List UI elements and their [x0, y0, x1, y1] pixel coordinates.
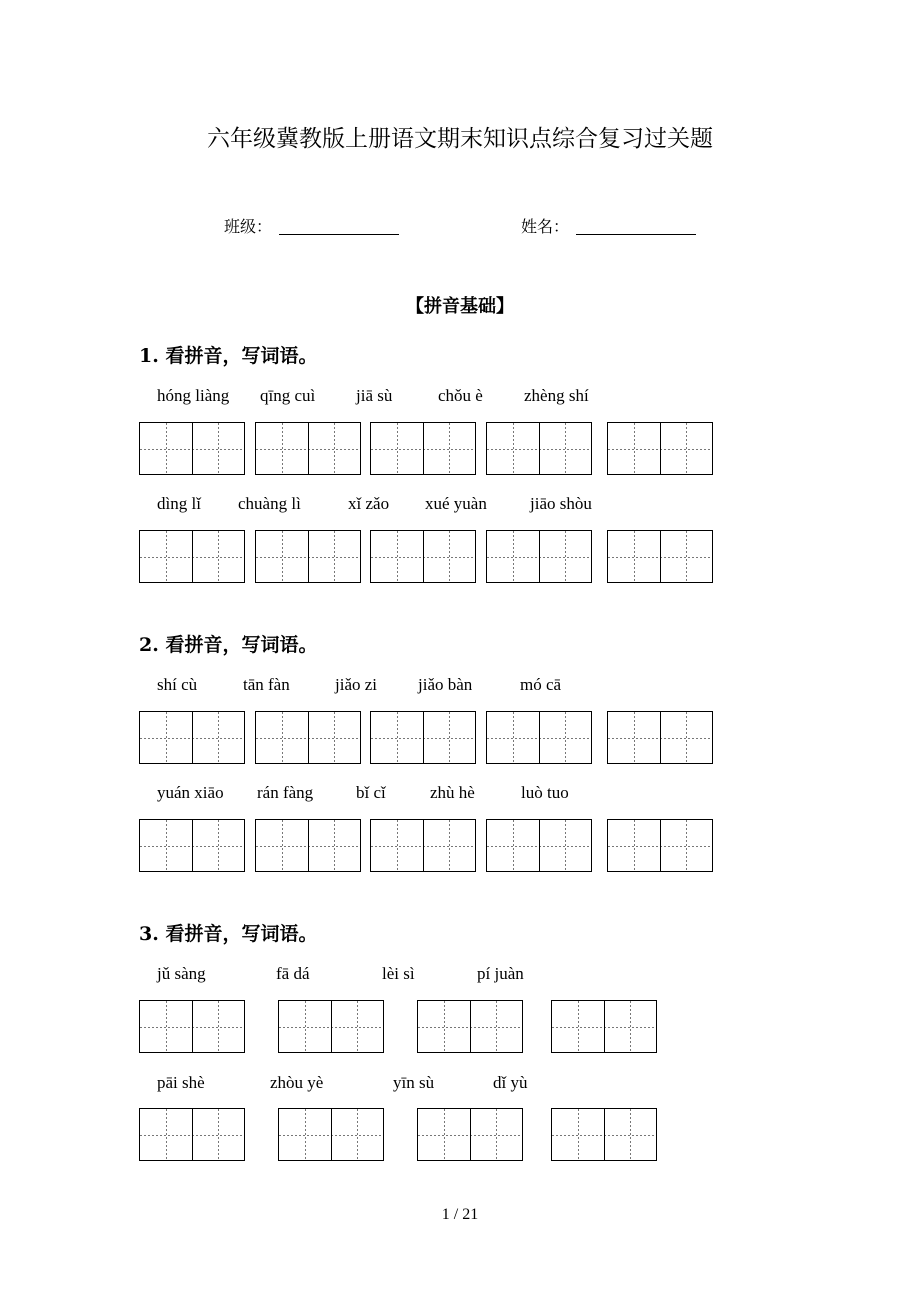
writing-grid-box[interactable] [486, 530, 592, 583]
writing-grid-box[interactable] [607, 711, 713, 764]
writing-grid-box[interactable] [486, 422, 592, 475]
pinyin-label: dìng lǐ [157, 494, 201, 513]
pinyin-label: zhèng shí [524, 386, 589, 405]
writing-grid-box[interactable] [551, 1108, 657, 1161]
class-blank-line[interactable] [279, 234, 399, 235]
pinyin-label: tān fàn [243, 675, 290, 694]
writing-grid-box[interactable] [139, 422, 245, 475]
pinyin-label: mó cā [520, 675, 562, 694]
writing-grid-box[interactable] [417, 1108, 523, 1161]
pinyin-label: jiā sù [356, 386, 393, 405]
document-title: 六年级冀教版上册语文期末知识点综合复习过关题 [207, 126, 713, 152]
writing-grid-box[interactable] [278, 1000, 384, 1053]
pinyin-label: jiǎo zi [335, 675, 378, 694]
writing-grid-box[interactable] [370, 819, 476, 872]
writing-grid-box[interactable] [255, 711, 361, 764]
pinyin-label: jiāo shòu [530, 494, 592, 513]
writing-grid-box[interactable] [370, 711, 476, 764]
pinyin-label: yīn sù [393, 1073, 435, 1092]
pinyin-label: xǐ zǎo [348, 494, 390, 513]
class-label: 班级： [224, 217, 273, 236]
pinyin-label: jǔ sàng [157, 964, 206, 983]
name-blank-line[interactable] [576, 234, 696, 235]
question-2-title: 2. 看拼音，写词语。 [139, 634, 318, 656]
question-1-title: 1. 看拼音，写词语。 [139, 345, 318, 367]
pinyin-label: xué yuàn [425, 494, 487, 513]
writing-grid-box[interactable] [370, 422, 476, 475]
writing-grid-box[interactable] [607, 530, 713, 583]
pinyin-label: pāi shè [157, 1073, 205, 1092]
writing-grid-box[interactable] [255, 819, 361, 872]
pinyin-label: shí cù [157, 675, 198, 694]
pinyin-label: zhòu yè [270, 1073, 324, 1092]
pinyin-label: bǐ cǐ [356, 783, 386, 802]
writing-grid-box[interactable] [139, 1108, 245, 1161]
writing-grid-box[interactable] [139, 1000, 245, 1053]
pinyin-label: qīng cuì [260, 386, 316, 405]
pinyin-label: chǒu è [438, 386, 483, 405]
pinyin-label: jiǎo bàn [418, 675, 473, 694]
writing-grid-box[interactable] [607, 819, 713, 872]
writing-grid-box[interactable] [139, 711, 245, 764]
writing-grid-box[interactable] [255, 530, 361, 583]
question-3-title: 3. 看拼音，写词语。 [139, 923, 318, 945]
pinyin-label: fā dá [276, 964, 310, 983]
writing-grid-box[interactable] [255, 422, 361, 475]
writing-grid-box[interactable] [417, 1000, 523, 1053]
pinyin-label: rán fàng [257, 783, 314, 802]
pinyin-label: chuàng lì [238, 494, 301, 513]
pinyin-label: luò tuo [521, 783, 569, 802]
pinyin-label: dǐ yù [493, 1073, 528, 1092]
writing-grid-box[interactable] [139, 819, 245, 872]
pinyin-label: pí juàn [477, 964, 524, 983]
section-heading: 【拼音基础】 [406, 296, 514, 317]
writing-grid-box[interactable] [551, 1000, 657, 1053]
pinyin-label: zhù hè [430, 783, 475, 802]
writing-grid-box[interactable] [486, 819, 592, 872]
pinyin-label: lèi sì [382, 964, 415, 983]
writing-grid-box[interactable] [370, 530, 476, 583]
page-number: 1 / 21 [441, 1206, 479, 1223]
writing-grid-box[interactable] [486, 711, 592, 764]
pinyin-label: hóng liàng [157, 386, 230, 405]
writing-grid-box[interactable] [278, 1108, 384, 1161]
writing-grid-box[interactable] [607, 422, 713, 475]
pinyin-label: yuán xiāo [157, 783, 224, 802]
writing-grid-box[interactable] [139, 530, 245, 583]
name-label: 姓名： [521, 217, 570, 236]
